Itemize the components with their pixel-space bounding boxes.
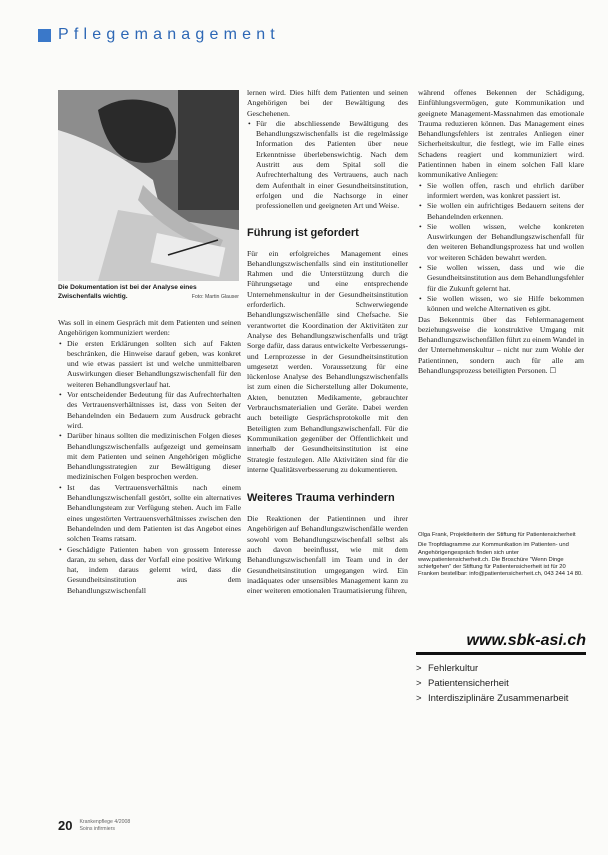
- sbk-item-label: Patientensicherheit: [428, 678, 509, 689]
- list-item: • Sie wollen wissen, wo sie Hilfe bekommen können und welche Alternativen es gibt.: [427, 294, 584, 315]
- list-item: • Sie wollen ein aufrichtiges Bedauern seitens der Behandelnden erkennen.: [427, 201, 584, 222]
- list-item: • Ist das Vertrauensverhältnis nach einem Behandlungszwischenfall gestört, sollte ein alternatives Behandlungsteam zur Verfügung stehen. Auch im Falle eines ungestörten Vertrauensverhältnisses zwischen den Behandelnden und dem Patienten ist das Angebot eines solchen Teams ratsam.: [67, 483, 241, 545]
- col3-closing: Das Bekenntnis über das Fehlermanagement beziehungsweise die konstruktive Umgang mit Behandlungszwischenfällen führt zu einem Wandel in der Unternehmenskultur – nicht nur zum Wohle der Patientinnen, sondern auch für alle am Behandlungsprozess beteiligten Personen. ☐: [418, 314, 584, 376]
- photo-credit: Foto: Martin Glauser: [191, 293, 239, 300]
- list-item: • Sie wollen wissen, welche konkreten Auswirkungen der Behandlungszwischenfall für den weiteren Behandlungsprozess hat und wollen vor weiteren Schäden bewahrt werden.: [427, 222, 584, 263]
- column-1: [58, 318, 241, 596]
- col1-intro: Was soll in einem Gespräch mit dem Patienten und seinen Angehörigen kommuniziert werden:: [58, 318, 241, 338]
- list-item: • Darüber hinaus sollten die medizinischen Folgen dieses Behandlungszwischenfalls aufgezeigt und gemeinsam mit dem Patienten und seinen Angehörigen mögliche Behandlungsstrategien zur Bewältigung dieser medizinischen Folgen besprochen werden.: [67, 431, 241, 482]
- column-3: [418, 88, 584, 376]
- arrow-right-icon: >: [416, 678, 422, 689]
- col2-lead: lernen wird. Dies hilft dem Patienten und seinen Angehörigen bei der Bewältigung des Geschehenen.: [247, 88, 408, 118]
- publication-line: Krankenpflege 4/2008: [79, 819, 131, 825]
- sbk-item: [416, 663, 586, 675]
- sbk-item-label: Fehlerkultur: [428, 663, 479, 674]
- col2-para2: Die Reaktionen der Patientinnen und ihrer Angehörigen auf Behandlungszwischenfälle werden sowohl vom Behandlungszwischenfall selbst als auch davon beeinflusst, wie mit dem Behandlungszwischenfall im Team und in der Gesundheitsinstitution umgegangen wird. Ein inadäquates oder unsensibles Management kann zu einer weiteren emotionalen Traumatisierung führen,: [247, 514, 408, 596]
- col2-list: [247, 119, 408, 212]
- author-line: Olga Frank, Projektleiterin der Stiftung für Patientensicherheit: [418, 532, 576, 538]
- article-photo: [58, 90, 239, 281]
- author-note: Die Tropfdiagramme zur Kommunikation im Patienten- und Angehörigengespräch finden sich unter www.patientensicherheit.ch. Die Broschüre "Wenn Dinge schiefgehen" der Stiftung für Patientensicherheit ist für 20 Franken bestellbar: info@patientensicherheit.ch, 043 244 14 80.: [418, 542, 583, 578]
- section-title: Pflegemanagement: [58, 26, 280, 43]
- col1-list: [58, 339, 241, 596]
- sbk-item: [416, 693, 586, 705]
- publication-line: Soins infirmiers: [79, 825, 115, 832]
- col3-lead: während offenes Bekennen der Schädigung, Einfühlungsvermögen, gute Kommunikation und geeignete Management-Massnahmen das emotionale Trauma reduzieren können. Das Management eines Behandlungsfehlers ist zentrales Anliegen einer Sicherheitskultur, die festlegt, wie im Falle eines Schadens reagiert und kommuniziert wird. Patientinnen haben in einem solchen Fall klare kommunikative Anliegen:: [418, 88, 584, 180]
- list-item: • Sie wollen offen, rasch und ehrlich darüber informiert werden, was konkret passiert ist.: [427, 181, 584, 202]
- heading-trauma: Weiteres Trauma verhindern: [247, 492, 395, 505]
- list-item: • Für die abschliessende Bewältigung des Behandlungszwischenfalls ist die regelmässige Information des Patienten über neue Erkenntnisse überlebenswichtig. Nach dem Austritt aus dem Spital soll die Aufrechterhaltung des Vertrauens, auch nach dem Aufenthalt in einer Gesundheitsinstitution, erfolgen und die Nachsorge in einer professionellen und geeigneten Art und Weise.: [256, 119, 408, 212]
- sbk-divider: [416, 652, 586, 655]
- photo-caption: [58, 284, 239, 301]
- list-item: • Die ersten Erklärungen sollten sich auf Fakten beschränken, die Hinweise darauf geben, was konkret und wie etwas passiert ist und welche unmittelbaren Auswirkungen dieser Behandlungszwischenfall für den weiteren Behandlungsverlauf hat.: [67, 339, 241, 390]
- arrow-right-icon: >: [416, 693, 422, 704]
- list-item: • Vor entscheidender Bedeutung für das Aufrechterhalten des Vertrauensverhältnisses ist, dass von Seiten der Behandelnden ein Bedauern zum Ausdruck gebracht wird.: [67, 390, 241, 431]
- col3-list: [418, 181, 584, 315]
- list-item: • Sie wollen wissen, dass und wie die Gesundheitsinstitution aus dem Behandlungsfehler für die Zukunft gelernt hat.: [427, 263, 584, 294]
- author-box: [418, 532, 584, 582]
- sbk-box: [416, 632, 586, 708]
- page-footer: [58, 818, 130, 833]
- sbk-item: [416, 678, 586, 690]
- section-header: [38, 26, 280, 44]
- page-number: 20: [58, 818, 73, 833]
- sbk-item-label: Interdisziplinäre Zusammenarbeit: [428, 693, 569, 704]
- publication-info: [79, 819, 130, 832]
- sbk-url-link[interactable]: www.sbk-asi.ch: [466, 632, 586, 649]
- caption-text: Die Dokumentation ist bei der Analyse eines Zwischenfalls wichtig.: [58, 284, 197, 300]
- column-2: [247, 88, 408, 596]
- heading-fuehrung: Führung ist gefordert: [247, 226, 359, 239]
- list-item: • Geschädigte Patienten haben von grossem Interesse daran, zu sehen, dass der Vorfall eine positive Wirkung hat, indem daraus gelernt wird, dass die Gesundheitsinstitution aus dem Behandlungszwischenfall: [67, 545, 241, 596]
- section-marker-square: [38, 29, 51, 42]
- col2-para1: Für ein erfolgreiches Management eines Behandlungszwischenfalls sind ein institutioneller Rahmen und die Unterstützung durch die Führungsetage und eine entsprechende Unternehmenskultur in der Gesundheitsinstitution erforderlich. Schwerwiegende Behandlungszwischenfälle sind Chefsache. Sie verantwortet die Koordination der Aktivitäten zur Analyse des Behandlungszwischenfalls und trägt Sorge dafür, dass daraus entwickelte Verbesserungs- und Lernprozesse in der Gesundheitsinstitution umgesetzt werden. Voraussetzung für eine lückenlose Analyse des Behandlungszwischenfalls ist zum einen die Sicherstellung aller Dokumente, Akten, benutzten Medikamente, gebrauchter Verbrauchsmaterialien und Geräte. Dabei werden auch beteiligte Gesprächsprotokolle mit den Beteiligten zum Behandlungszwischenfall. Für die Kommunikation gegenüber der Öffentlichkeit und innerhalb der Gesundheitsinstitution ist eine Strategie festzulegen. Alle Aktivitäten sind für die interne Qualitätsverbesserung zu dokumentieren.: [247, 248, 408, 474]
- arrow-right-icon: >: [416, 663, 422, 674]
